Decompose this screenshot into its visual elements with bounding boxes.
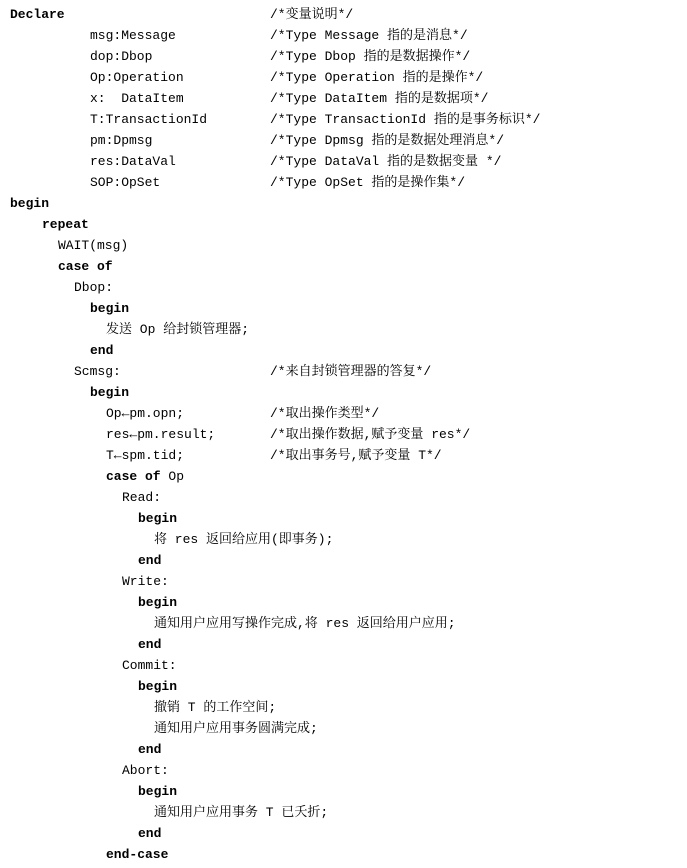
code-comment: /*取出操作类型*/ [270, 406, 380, 421]
code-text: msg:Message [90, 28, 176, 43]
code-text: begin [90, 301, 130, 316]
code-text: res:DataVal [90, 154, 176, 169]
code-line [0, 67, 687, 88]
code-text: end [138, 553, 162, 568]
code-comment: /*取出事务号,赋予变量 T*/ [270, 448, 442, 463]
code-line [0, 277, 687, 298]
code-text: Op←pm.opn; [106, 406, 185, 421]
code-line [0, 151, 687, 172]
code-text: Commit: [122, 658, 177, 673]
code-comment: /*Type Operation 指的是操作*/ [270, 70, 484, 85]
code-text: SOP:OpSet [90, 175, 161, 190]
code-line [0, 802, 687, 823]
code-text: Read: [122, 490, 162, 505]
code-line [0, 613, 687, 634]
code-line [0, 529, 687, 550]
code-line [0, 823, 687, 844]
code-comment: /*Type TransactionId 指的是事务标识*/ [270, 112, 541, 127]
code-line [0, 298, 687, 319]
code-line [0, 739, 687, 760]
code-text: end [138, 637, 162, 652]
code-comment: /*Type Dbop 指的是数据操作*/ [270, 49, 471, 64]
code-text: end [138, 742, 162, 757]
code-text: 将 res 返回给应用(即事务); [154, 532, 334, 547]
code-text: begin [138, 784, 178, 799]
code-text: case of [58, 259, 113, 274]
code-text: res←pm.result; [106, 427, 216, 442]
code-text: begin [138, 511, 178, 526]
code-text: 通知用户应用事务 T 已夭折; [154, 805, 329, 820]
code-line [0, 340, 687, 361]
code-line [0, 781, 687, 802]
code-text: Op:Operation [90, 70, 184, 85]
code-comment: /*Type Dpmsg 指的是数据处理消息*/ [270, 133, 505, 148]
code-comment: /*Type DataVal 指的是数据变量 */ [270, 154, 502, 169]
code-comment: /*Type Message 指的是消息*/ [270, 28, 468, 43]
code-text: Dbop: [74, 280, 114, 295]
code-text: begin [138, 595, 178, 610]
code-comment: /*变量说明*/ [270, 7, 354, 22]
code-line [0, 214, 687, 235]
code-text: T:TransactionId [90, 112, 208, 127]
code-text: 通知用户应用写操作完成,将 res 返回给用户应用; [154, 616, 456, 631]
code-text: 通知用户应用事务圆满完成; [154, 721, 318, 736]
code-text: Abort: [122, 763, 169, 778]
code-text: end [90, 343, 114, 358]
code-line [0, 655, 687, 676]
code-line [0, 571, 687, 592]
code-text: repeat [42, 217, 89, 232]
code-line [0, 760, 687, 781]
code-line [0, 172, 687, 193]
code-line [0, 109, 687, 130]
code-line [0, 235, 687, 256]
code-text: begin [138, 679, 178, 694]
code-line [0, 550, 687, 571]
code-line [0, 193, 687, 214]
code-line [0, 466, 687, 487]
code-text: case of Op [106, 469, 185, 484]
code-line [0, 487, 687, 508]
code-comment: /*取出操作数据,赋予变量 res*/ [270, 427, 471, 442]
code-line [0, 382, 687, 403]
code-line [0, 718, 687, 739]
code-line [0, 844, 687, 865]
code-text: end-case [106, 847, 169, 862]
code-line [0, 25, 687, 46]
code-line [0, 676, 687, 697]
code-text: begin [90, 385, 130, 400]
code-line [0, 46, 687, 67]
code-line [0, 88, 687, 109]
code-line [0, 4, 687, 25]
code-line [0, 634, 687, 655]
code-text: Scmsg: [74, 364, 121, 379]
code-text: T←spm.tid; [106, 448, 185, 463]
code-text: begin [10, 196, 50, 211]
code-text: x: DataItem [90, 91, 184, 106]
code-text: dop:Dbop [90, 49, 153, 64]
code-line [0, 130, 687, 151]
code-comment: /*Type DataItem 指的是数据项*/ [270, 91, 489, 106]
code-text: 撤销 T 的工作空间; [154, 700, 277, 715]
code-line [0, 508, 687, 529]
code-text: end [138, 826, 162, 841]
code-line [0, 697, 687, 718]
code-line [0, 445, 687, 466]
code-comment: /*Type OpSet 指的是操作集*/ [270, 175, 466, 190]
code-text: pm:Dpmsg [90, 133, 153, 148]
code-comment: /*来自封锁管理器的答复*/ [270, 364, 432, 379]
code-text: WAIT(msg) [58, 238, 129, 253]
code-text: Declare [10, 7, 65, 22]
code-text: Write: [122, 574, 169, 589]
code-line [0, 319, 687, 340]
code-line [0, 256, 687, 277]
code-line [0, 424, 687, 445]
code-text: 发送 Op 给封锁管理器; [106, 322, 250, 337]
code-line [0, 592, 687, 613]
code-line [0, 361, 687, 382]
code-line [0, 403, 687, 424]
